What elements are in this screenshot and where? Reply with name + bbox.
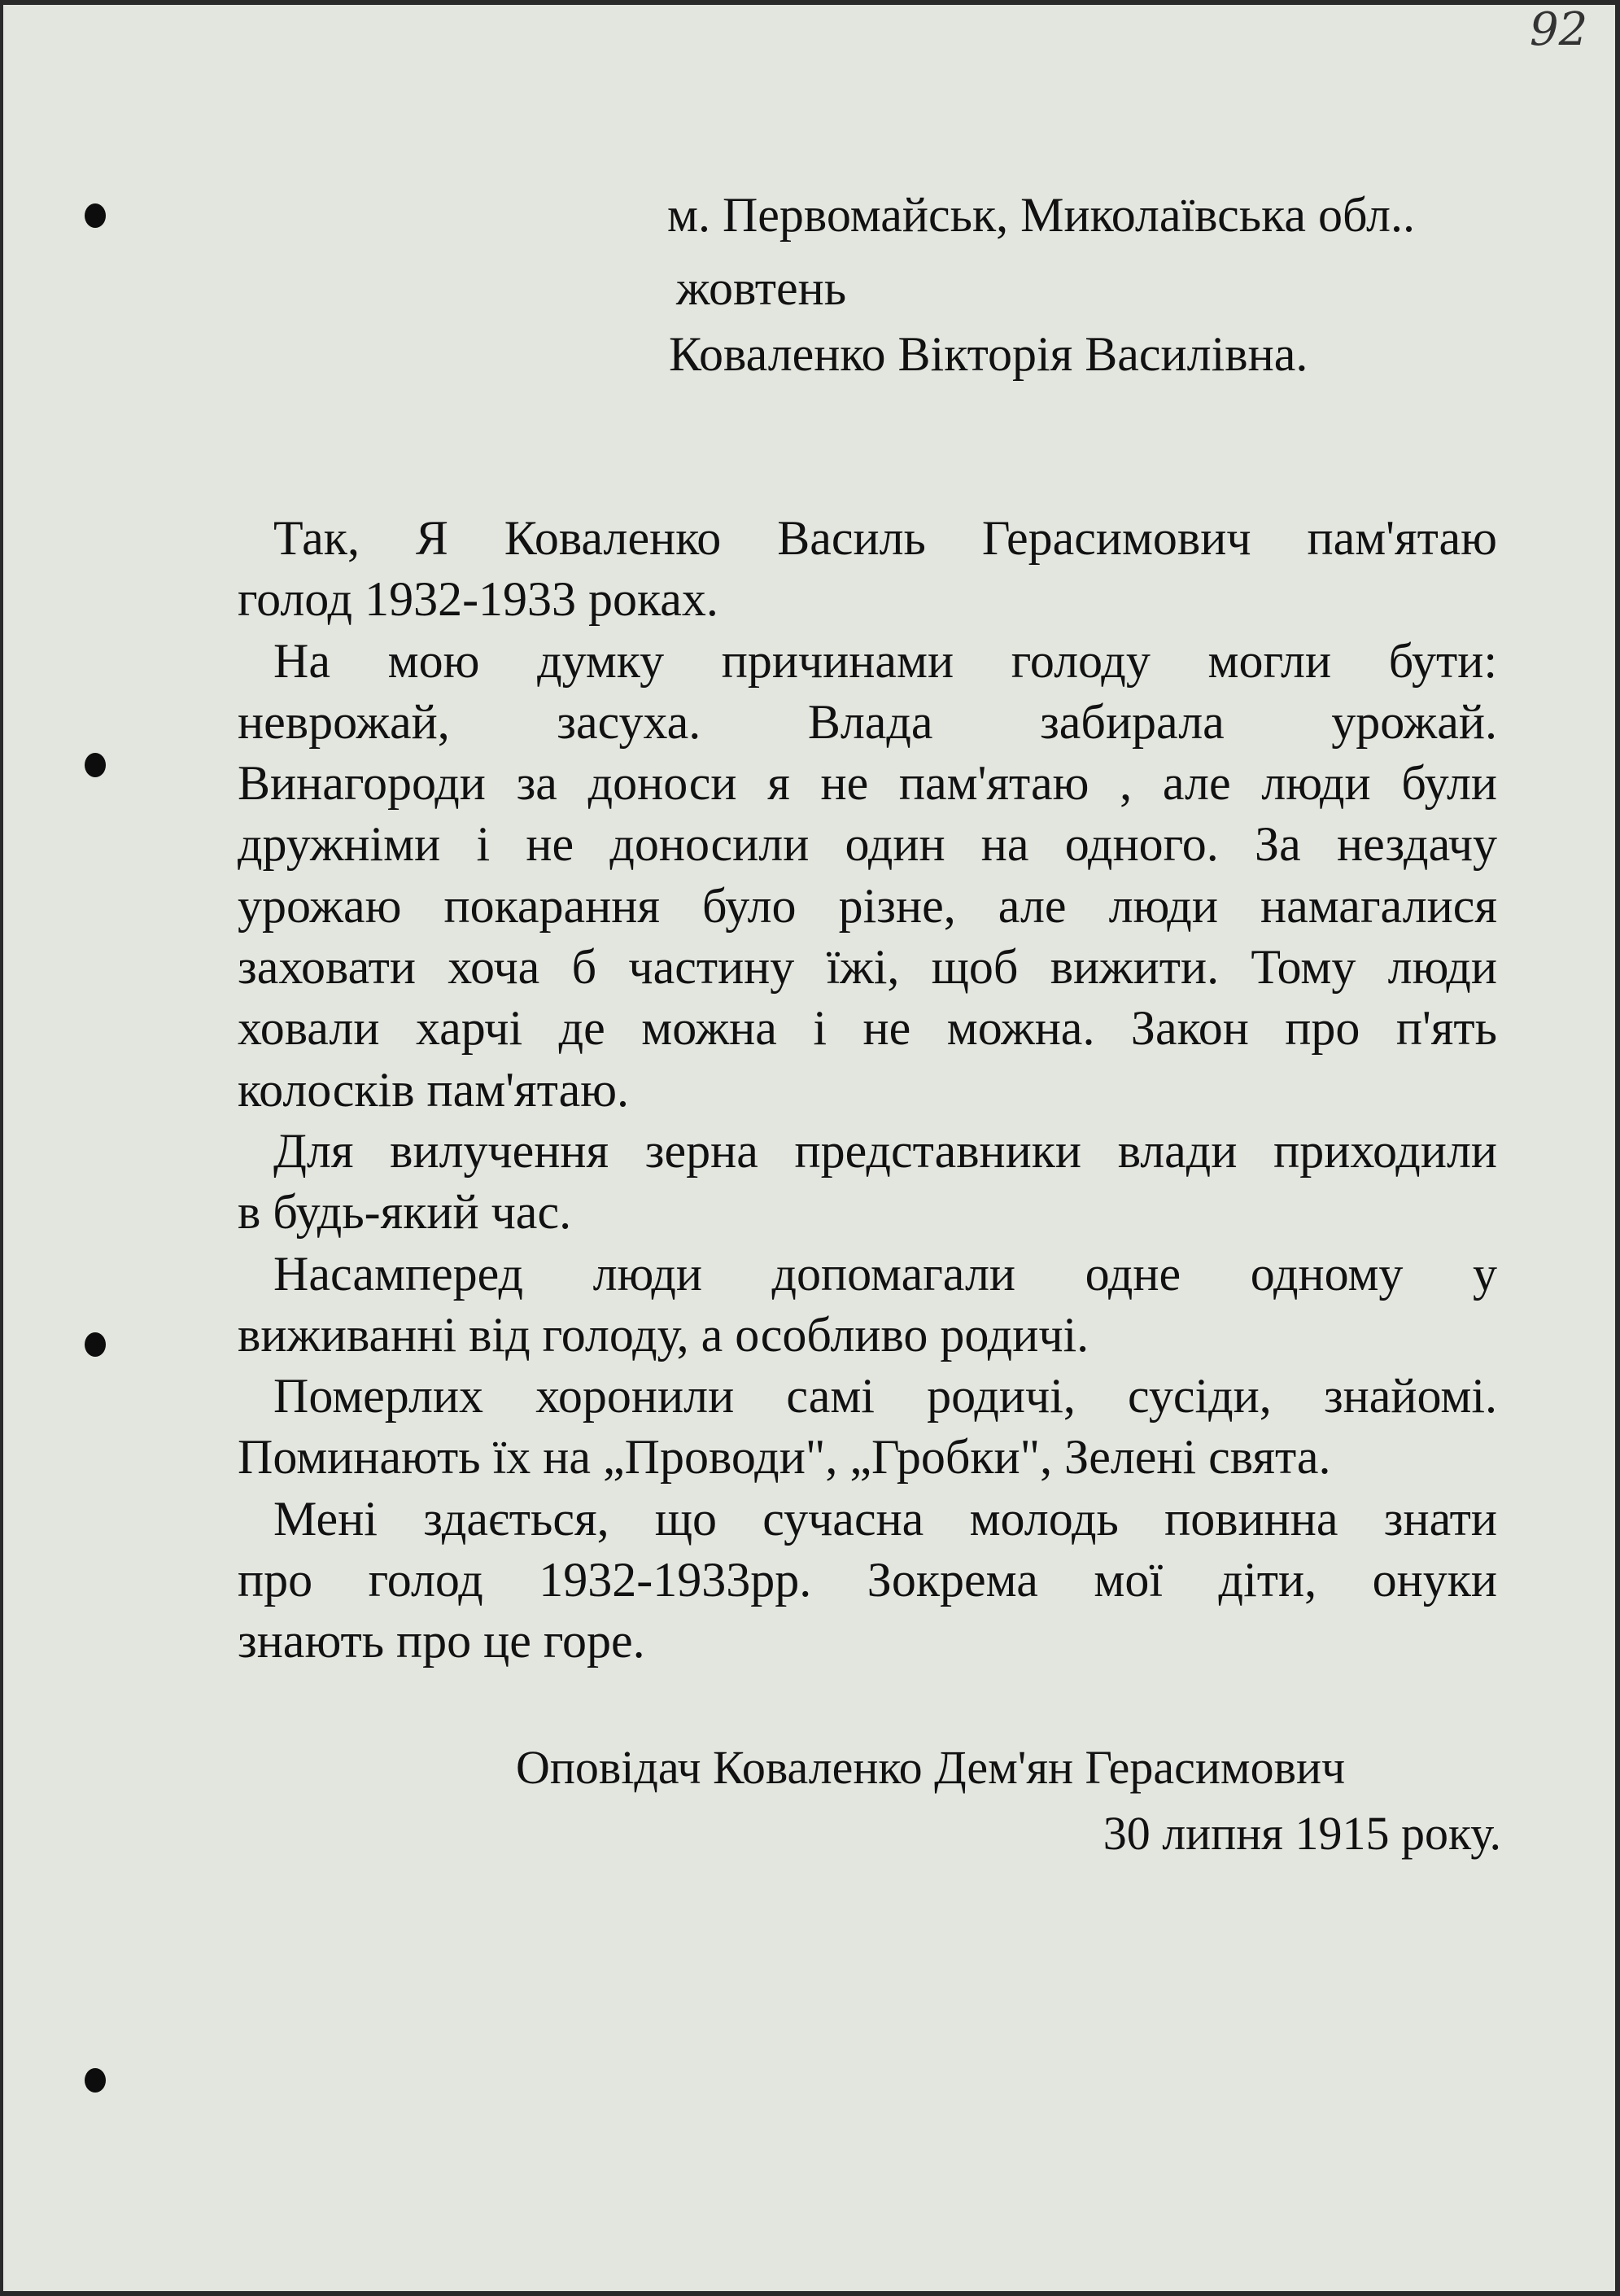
text-line: ховали харчі де можна і не можна. Закон про п'ять (238, 1001, 1497, 1056)
paragraph (238, 1366, 1497, 1489)
text-line: Для вилучення зерна представники влади приходили (273, 1123, 1497, 1178)
text-line: Винагороди за доноси я не пам'ятаю , але люди були (238, 756, 1497, 811)
text-line: Насамперед люди допомагали одне одному у (273, 1246, 1497, 1301)
text-line: На мою думку причинами голоду могли бути: (273, 633, 1497, 688)
text-line: колосків пам'ятаю. (238, 1062, 630, 1117)
testimony-body (238, 508, 1497, 1673)
signature-birth-date: 30 липня 1915 року. (1103, 1807, 1501, 1860)
text-line: про голод 1932-1933рр. Зокрема мої діти, онуки (238, 1553, 1497, 1607)
header-place: м. Первомайськ, Миколаївська обл.. (667, 188, 1415, 242)
text-line: голод 1932-1933 роках. (238, 572, 718, 627)
punch-hole (85, 1332, 106, 1357)
text-line: урожаю покарання було різне, але люди намагалися (238, 878, 1497, 933)
punch-hole (85, 753, 106, 777)
text-line: неврожай, засуха. Влада забирала урожай. (238, 694, 1497, 749)
paragraph (238, 631, 1497, 1121)
paragraph (238, 1489, 1497, 1673)
text-line: заховати хоча б частину їжі, щоб вижити. Тому люди (238, 940, 1497, 995)
text-line: в будь-який час. (238, 1185, 572, 1240)
punch-hole (85, 2068, 106, 2093)
paragraph (238, 1244, 1497, 1367)
signature-narrator: Оповідач Коваленко Дем'ян Герасимович (516, 1741, 1346, 1794)
header-recorder: Коваленко Вікторія Василівна. (669, 327, 1308, 381)
handwritten-page-number: 92 (1530, 3, 1588, 56)
punch-hole (85, 203, 106, 228)
text-line: Мені здається, що сучасна молодь повинна знати (273, 1491, 1497, 1546)
paragraph (238, 1121, 1497, 1244)
header-month: жовтень (676, 261, 847, 315)
paragraph (238, 508, 1497, 631)
text-line: Поминають їх на „Проводи", „Гробки", Зелені свята. (238, 1430, 1331, 1485)
text-line: дружніми і не доносили один на одного. За нездачу (238, 817, 1497, 872)
text-line: Так, Я Коваленко Василь Герасимович пам'ятаю (273, 511, 1497, 565)
text-line: Померлих хоронили самі родичі, сусіди, знайомі. (273, 1369, 1497, 1424)
text-line: знають про це горе. (238, 1614, 645, 1668)
text-line: виживанні від голоду, а особливо родичі. (238, 1307, 1089, 1362)
